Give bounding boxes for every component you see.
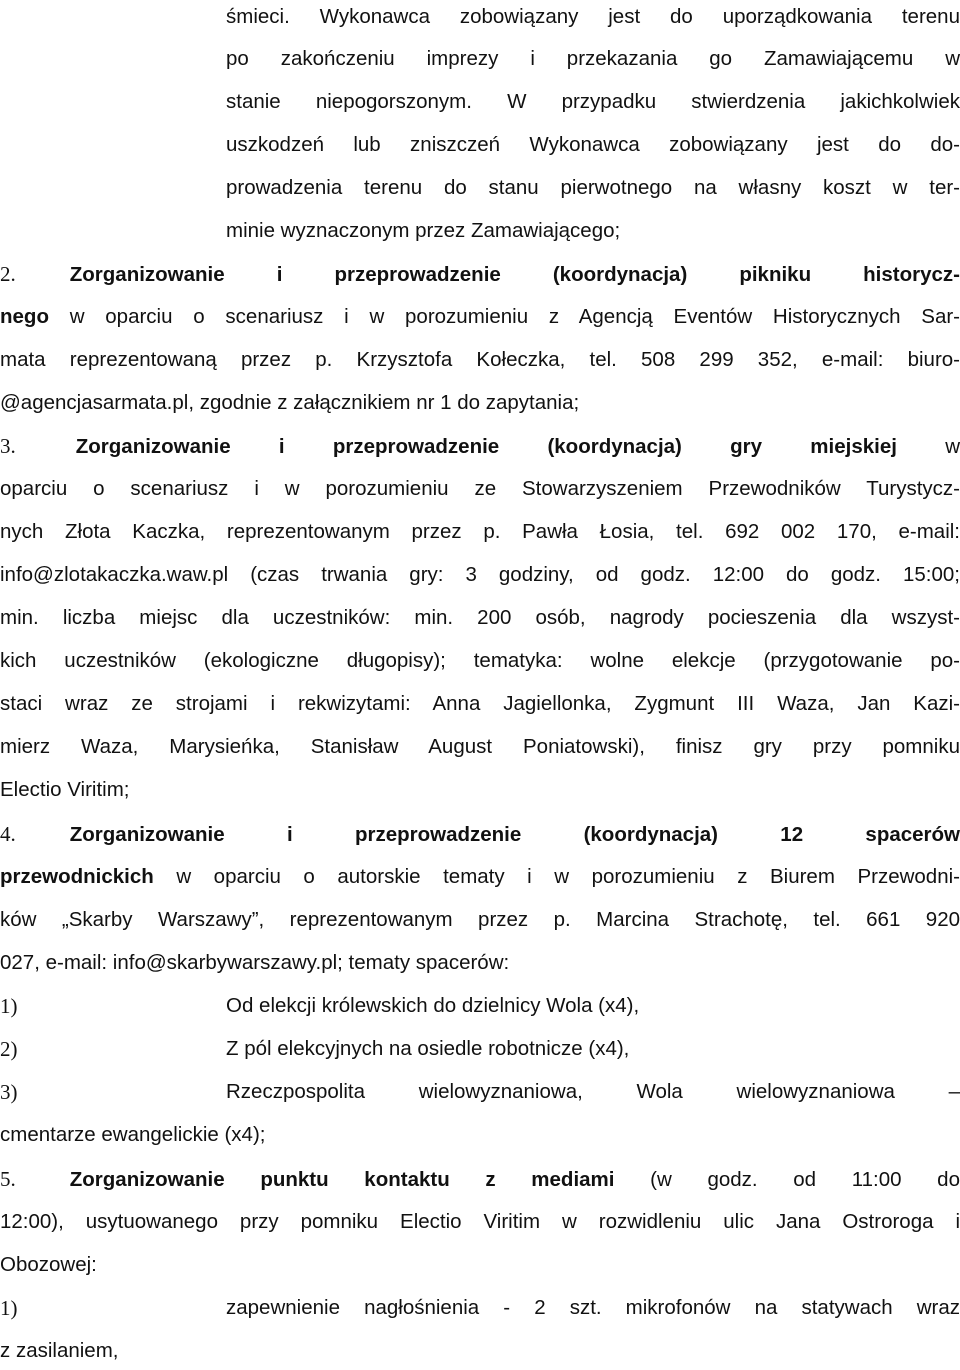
- paragraph-line: uszkodzeń lub zniszczeń Wykonawca zobowiązany jest do do-: [226, 133, 960, 156]
- item-2-line: [0, 260, 960, 288]
- list-item-continuation: z zasilaniem,: [0, 1339, 119, 1362]
- paragraph-line: minie wyznaczonym przez Zamawiającego;: [226, 219, 621, 242]
- list-text: zapewnienie nagłośnienia - 2 szt. mikrofonów na statywach wraz: [226, 1296, 960, 1319]
- item-heading: Zorganizowanie i przeprowadzenie (koordynacja) 12 spacerów: [69, 823, 960, 846]
- item-heading: Zorganizowanie punktu kontaktu z mediami: [69, 1168, 615, 1191]
- list-item: [0, 1294, 960, 1322]
- item-4-line: [0, 863, 960, 891]
- item-4-line: 027, e-mail: info@skarbywarszawy.pl; tematy spacerów:: [0, 951, 510, 974]
- list-item-continuation: cmentarze ewangelickie (x4);: [0, 1123, 266, 1146]
- item-number: 3.: [0, 434, 16, 458]
- item-number: 4.: [0, 822, 16, 846]
- item-5-line: 12:00), usytuowanego przy pomniku Electio Viritim w rozwidleniu ulic Jana Ostroroga i: [0, 1210, 960, 1233]
- item-2-line: [0, 303, 960, 331]
- item-4-line: ków „Skarby Warszawy”, reprezentowanym przez p. Marcina Strachotę, tel. 661 920: [0, 908, 960, 931]
- item-3-line: oparciu o scenariusz i w porozumieniu ze Stowarzyszeniem Przewodników Turystycz-: [0, 477, 960, 500]
- list-text: Od elekcji królewskich do dzielnicy Wola (x4),: [226, 994, 640, 1017]
- list-number: 3): [0, 1080, 18, 1104]
- paragraph-line: stanie niepogorszonym. W przypadku stwierdzenia jakichkolwiek: [226, 90, 960, 113]
- list-text: Z pól elekcyjnych na osiedle robotnicze (x4),: [226, 1037, 630, 1060]
- item-number: 2.: [0, 262, 16, 286]
- item-3-line: mierz Waza, Marysieńka, Stanisław August Poniatowski), finisz gry przy pomniku: [0, 735, 960, 758]
- list-number: 1): [0, 994, 18, 1018]
- item-heading: Zorganizowanie i przeprowadzenie (koordynacja) pikniku historycz-: [69, 263, 960, 286]
- item-number: 5.: [0, 1167, 16, 1191]
- item-5-line: [0, 1165, 960, 1193]
- item-3-line: nych Złota Kaczka, reprezentowanym przez p. Pawła Łosia, tel. 692 002 170, e-mail:: [0, 520, 960, 543]
- item-heading: Zorganizowanie i przeprowadzenie (koordynacja) gry miejskiej: [75, 435, 897, 458]
- item-2-line: @agencjasarmata.pl, zgodnie z załącznikiem nr 1 do zapytania;: [0, 391, 580, 414]
- item-heading: nego: [0, 305, 49, 328]
- item-5-line: Obozowej:: [0, 1253, 97, 1276]
- paragraph-line: śmieci. Wykonawca zobowiązany jest do uporządkowania terenu: [226, 5, 960, 28]
- paragraph-line: prowadzenia terenu do stanu pierwotnego na własny koszt w ter-: [226, 176, 960, 199]
- list-item: [0, 992, 960, 1020]
- item-3-line: kich uczestników (ekologiczne długopisy); tematyka: wolne elekcje (przygotowanie po-: [0, 649, 960, 672]
- paragraph-line: po zakończeniu imprezy i przekazania go Zamawiającemu w: [226, 47, 960, 70]
- list-text: Rzeczpospolita wielowyznaniowa, Wola wielowyznaniowa –: [226, 1080, 960, 1103]
- item-4-line: [0, 820, 960, 848]
- item-text: w: [896, 435, 960, 458]
- list-item: [0, 1035, 960, 1063]
- list-number: 1): [0, 1296, 18, 1320]
- item-3-line: info@zlotakaczka.waw.pl (czas trwania gry: 3 godziny, od godz. 12:00 do godz. 15:00;: [0, 563, 960, 586]
- item-3-line: [0, 432, 960, 460]
- list-number: 2): [0, 1037, 18, 1061]
- item-3-line: min. liczba miejsc dla uczestników: min. 200 osób, nagrody pocieszenia dla wszyst-: [0, 606, 960, 629]
- item-text: (w godz. od 11:00 do: [614, 1168, 960, 1191]
- item-2-line: mata reprezentowaną przez p. Krzysztofa Kołeczka, tel. 508 299 352, e-mail: biuro-: [0, 348, 960, 371]
- item-text: w oparciu o autorskie tematy i w porozumieniu z Biurem Przewodni-: [153, 865, 960, 888]
- item-3-line: staci wraz ze strojami i rekwizytami: Anna Jagiellonka, Zygmunt III Waza, Jan Kazi-: [0, 692, 960, 715]
- item-text: w oparciu o scenariusz i w porozumieniu z Agencją Eventów Historycznych Sar-: [48, 305, 960, 328]
- list-item: [0, 1078, 960, 1106]
- item-heading: przewodnickich: [0, 865, 154, 888]
- item-3-line: Electio Viritim;: [0, 778, 130, 801]
